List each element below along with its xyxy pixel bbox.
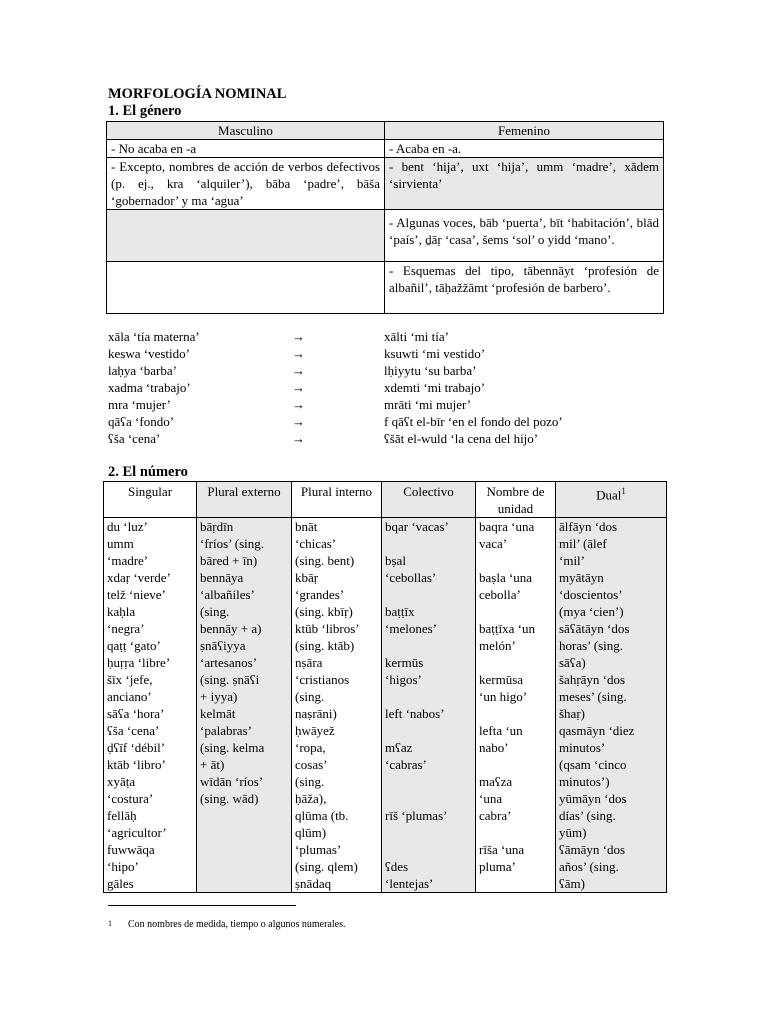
arrow-icon: → [292,363,305,378]
word-list-row [108,413,668,430]
header-singular: Singular [104,482,197,518]
header-plural-externo: Plural externo [197,482,292,518]
footnote-text: Con nombres de medida, tiempo o algunos numerales. [128,919,346,930]
footnote-separator [108,905,296,906]
nombre-unidad-column: baqra ‘una vaca’ baṣla ‘una cebolla’ baṭṭīxa ‘un melón’ kermūsa ‘un higo’ lefta ‘un nabo’ maʕza ‘una cabra’ rīša ‘una pluma’ [476,518,556,893]
header-dual-label: Dual [596,487,622,503]
header-dual [556,482,667,518]
base-word: xadma ‘trabajo’ [108,380,191,395]
base-word: ʕša ‘cena’ [108,431,161,446]
singular-column: du ‘luz’ umm ‘madre’ xdaṛ ‘verde’ telž ‘nieve’ kaḥla ‘negra’ qaṭṭ ‘gato’ ḥuṛṛa ‘libre’ šīx ‘jefe, anciano’ sāʕa ‘hora’ ʕša ‘cena’ ḍʕīf ‘débil’ ktāb ‘libro’ xyāṭa ‘costura’ fellāḥ ‘agricultor’ fuwwāqa ‘hipo’ gāles [104,518,197,893]
arrow-icon: → [292,329,305,344]
word-list-row [108,328,668,345]
footnote-number: 1 [108,919,112,928]
derived-word: ʕšāt el-wuld ‘la cena del hijo’ [384,431,539,446]
gender-masc-cell: - Excepto, nombres de acción de verbos defectivos (p. ej., kra ‘alquiler’), bāba ‘padre’, bāša ‘gobernador’ y ma ‘agua’ [107,158,385,210]
word-list-row [108,362,668,379]
header-colectivo: Colectivo [382,482,476,518]
header-plural-interno: Plural interno [292,482,382,518]
base-word: keswa ‘vestido’ [108,346,190,361]
header-nombre-unidad: Nombre de unidad [476,482,556,518]
word-list-row [108,345,668,362]
derived-word: ksuwti ‘mi vestido’ [384,346,486,361]
derived-word: lḥiyytu ‘su barba’ [384,363,477,378]
gender-fem-cell: - Acaba en -a. [385,140,664,158]
word-list-row [108,396,668,413]
arrow-icon: → [292,380,305,395]
section2-heading: 2. El número [108,464,188,480]
arrow-icon: → [292,414,305,429]
gender-masc-cell [107,262,385,314]
derived-word: f qāʕt el-bīr ‘en el fondo del pozo’ [384,414,563,429]
number-table [103,481,667,893]
section1-heading: 1. El género [108,103,182,119]
arrow-icon: → [292,397,305,412]
page-title: MORFOLOGÍA NOMINAL [108,86,287,102]
word-list-row [108,379,668,396]
feminine-header: Femenino [385,122,664,140]
gender-table [106,121,664,314]
base-word: mra ‘mujer’ [108,397,171,412]
arrow-icon: → [292,431,305,446]
base-word: xāla ‘tía materna’ [108,329,200,344]
dual-column: ālfāyn ‘dos mil’ (ālef ‘mil’ myātāyn ‘doscientos’ (mya ‘cien’) sāʕātāyn ‘dos horas’ (sing. sāʕa) šahṛāyn ‘dos meses’ (sing. šhaṛ) qasmāyn ‘diez minutos’ (qsam ‘cinco minutos’) yūmāyn ‘dos días’ (sing. yūm) ʕāmāyn ‘dos años’ (sing. ʕām) [556,518,667,893]
word-list [108,328,668,447]
derived-word: xdemti ‘mi trabajo’ [384,380,486,395]
masculine-header: Masculino [107,122,385,140]
word-list-row [108,430,668,447]
derived-word: mrāti ‘mi mujer’ [384,397,472,412]
footnote-ref: 1 [621,486,626,496]
gender-masc-cell [107,210,385,262]
plural-interno-column: bnāt ‘chicas’ (sing. bent) kbāṛ ‘grandes’ (sing. kbīṛ) ktūb ‘libros’ (sing. ktāb) nṣāra ‘cristianos (sing. naṣrāni) ḥwāyež ‘ropa, cosas’ (sing. ḥāža), qlūma (tb. qlūm) ‘plumas’ (sing. qlem) ṣnādaq [292,518,382,893]
base-word: qāʕa ‘fondo’ [108,414,175,429]
gender-fem-cell: - Esquemas del tipo, tābennāyt ‘profesión de albañil’, tāḥažžāmt ‘profesión de barbero’. [385,262,664,314]
gender-fem-cell: - Algunas voces, bāb ‘puerta’, bīt ‘habitación’, blād ‘país’, ḏāṛ ‘casa’, šems ‘sol’ o yidd ‘mano’. [385,210,664,262]
colectivo-column: bqar ‘vacas’ bṣal ‘cebollas’ baṭṭīx ‘melones’ kermūs ‘higos’ left ‘nabos’ mʕaz ‘cabras’ rīš ‘plumas’ ʕdes ‘lentejas’ [382,518,476,893]
arrow-icon: → [292,346,305,361]
base-word: laḥya ‘barba’ [108,363,177,378]
plural-externo-column: bāṛdīn ‘fríos’ (sing. bāred + īn) bennāya ‘albañiles’ (sing. bennāy + a) ṣnāʕiyya ‘artesanos’ (sing. ṣnāʕi + iyya) kelmāt ‘palabras’ (sing. kelma + āt) wīdān ‘ríos’ (sing. wād) [197,518,292,893]
gender-fem-cell: - bent ‘hija’, uxt ‘hija’, umm ‘madre’, xādem ‘sirvienta’ [385,158,664,210]
gender-masc-cell: - No acaba en -a [107,140,385,158]
derived-word: xālti ‘mi tía’ [384,329,449,344]
